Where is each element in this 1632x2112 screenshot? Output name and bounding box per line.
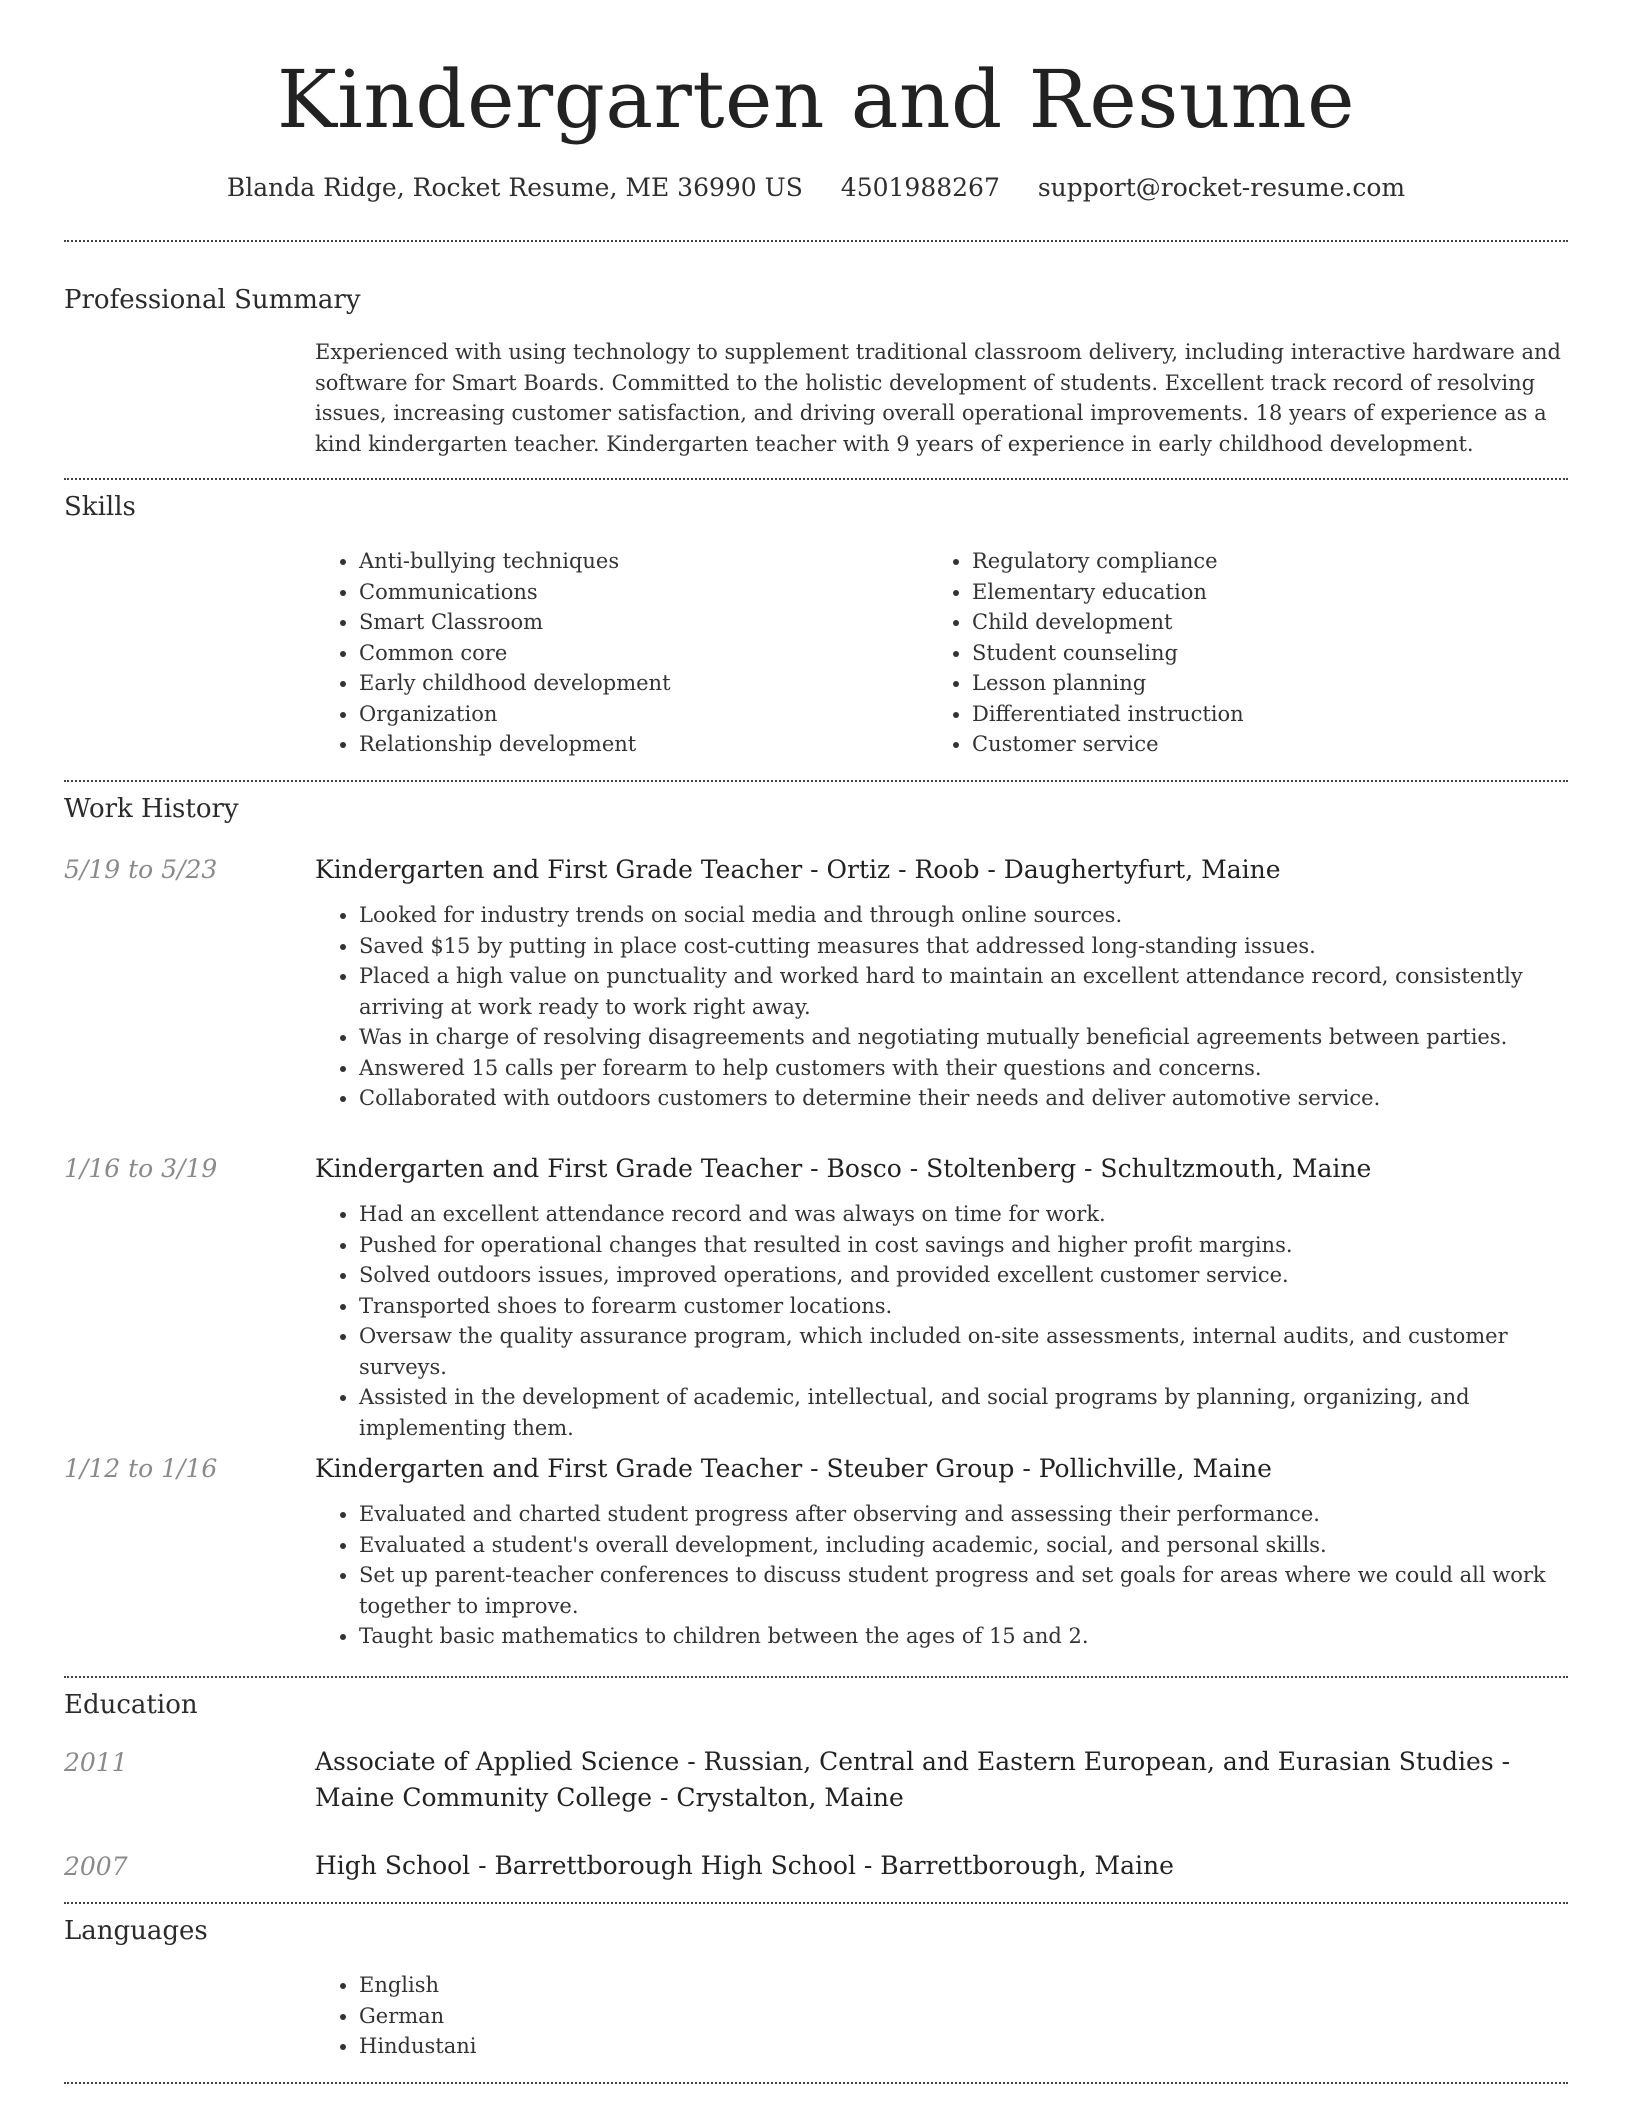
summary-content xyxy=(315,337,1568,459)
job-bullet: • Placed a high value on punctuality and worked hard to maintain an excellent attendance record, consistently arriving at work ready to work right away. xyxy=(359,961,1568,1022)
phone: 4501988267 xyxy=(840,173,1000,202)
skill-item: • Relationship development xyxy=(359,729,915,760)
divider xyxy=(64,780,1568,782)
job-bullet: • Taught basic mathematics to children between the ages of 15 and 2. xyxy=(359,1621,1568,1652)
job-entry xyxy=(315,1451,1568,1652)
divider xyxy=(64,240,1568,242)
languages-content xyxy=(315,1970,1568,2062)
education-year: 2007 xyxy=(64,1852,128,1881)
education-year: 2011 xyxy=(64,1748,128,1777)
job-bullet: • Had an excellent attendance record and was always on time for work. xyxy=(359,1199,1568,1230)
skill-item: • Student counseling xyxy=(972,638,1528,669)
language-item: • German xyxy=(359,2001,1568,2032)
language-item: • Hindustani xyxy=(359,2031,1568,2062)
job-title: Kindergarten and First Grade Teacher - Ortiz - Roob - Daughertyfurt, Maine xyxy=(315,855,1281,884)
skill-item: • Elementary education xyxy=(972,577,1528,608)
job-dates: 1/16 to 3/19 xyxy=(64,1154,218,1183)
contact-line xyxy=(64,172,1568,204)
job-bullet: • Assisted in the development of academic, intellectual, and social programs by planning, organizing, and implementing them. xyxy=(359,1382,1568,1443)
job-bullet: • Saved $15 by putting in place cost-cutting measures that addressed long-standing issues. xyxy=(359,931,1568,962)
job-title: Kindergarten and First Grade Teacher - Bosco - Stoltenberg - Schultzmouth, Maine xyxy=(315,1154,1372,1183)
skills-content xyxy=(315,546,1568,766)
job-bullet: • Collaborated with outdoors customers to determine their needs and deliver automotive service. xyxy=(359,1083,1568,1114)
section-title-education: Education xyxy=(64,1690,198,1720)
divider xyxy=(64,478,1568,480)
job-bullet: • Evaluated a student's overall development, including academic, social, and personal skills. xyxy=(359,1530,1568,1561)
divider xyxy=(64,2082,1568,2084)
skills-column-left xyxy=(315,546,915,760)
skill-item: • Anti-bullying techniques xyxy=(359,546,915,577)
skill-item: • Communications xyxy=(359,577,915,608)
section-title-work: Work History xyxy=(64,794,239,824)
section-title-skills: Skills xyxy=(64,492,136,522)
job-bullet: • Solved outdoors issues, improved operations, and provided excellent customer service. xyxy=(359,1260,1568,1291)
skills-column-right xyxy=(928,546,1528,760)
resume-name: Kindergarten and Resume xyxy=(277,53,1355,146)
job-bullet: • Looked for industry trends on social media and through online sources. xyxy=(359,900,1568,931)
job-entry xyxy=(315,852,1568,1114)
job-bullet: • Was in charge of resolving disagreements and negotiating mutually beneficial agreements between parties. xyxy=(359,1022,1568,1053)
skill-item: • Organization xyxy=(359,699,915,730)
skill-item: • Smart Classroom xyxy=(359,607,915,638)
education-title: High School - Barrettborough High School - Barrettborough, Maine xyxy=(315,1851,1174,1880)
section-title-languages: Languages xyxy=(64,1916,208,1946)
summary-text: Experienced with using technology to supplement traditional classroom delivery, including interactive hardware and software for Smart Boards. Committed to the holistic development of students. Excellent track record of resolving issues, increasing customer satisfaction, and driving overall operational improvements. 18 years of experience as a kind kindergarten teacher. Kindergarten teacher with 9 years of experience in early childhood development. xyxy=(315,340,1561,456)
education-title: Associate of Applied Science - Russian, Central and Eastern European, and Eurasian Studies - Maine Community College - Crystalton, Maine xyxy=(315,1747,1511,1812)
job-bullet: • Evaluated and charted student progress after observing and assessing their performance. xyxy=(359,1499,1568,1530)
divider xyxy=(64,1676,1568,1678)
skill-item: • Early childhood development xyxy=(359,668,915,699)
address: Blanda Ridge, Rocket Resume, ME 36990 US xyxy=(226,173,803,202)
skill-item: • Lesson planning xyxy=(972,668,1528,699)
skill-item: • Customer service xyxy=(972,729,1528,760)
job-entry xyxy=(315,1151,1568,1443)
language-item: • English xyxy=(359,1970,1568,2001)
email[interactable]: support@rocket-resume.com xyxy=(1037,173,1406,202)
job-dates: 5/19 to 5/23 xyxy=(64,855,218,884)
job-bullet: • Answered 15 calls per forearm to help customers with their questions and concerns. xyxy=(359,1053,1568,1084)
job-bullet: • Transported shoes to forearm customer locations. xyxy=(359,1291,1568,1322)
skill-item: • Child development xyxy=(972,607,1528,638)
job-bullet: • Oversaw the quality assurance program, which included on-site assessments, internal audits, and customer surveys. xyxy=(359,1321,1568,1382)
skill-item: • Regulatory compliance xyxy=(972,546,1528,577)
skill-item: • Common core xyxy=(359,638,915,669)
education-entry xyxy=(315,1848,1568,1884)
job-title: Kindergarten and First Grade Teacher - Steuber Group - Pollichville, Maine xyxy=(315,1454,1272,1483)
section-title-summary: Professional Summary xyxy=(64,285,361,315)
skill-item: • Differentiated instruction xyxy=(972,699,1528,730)
job-bullet: • Pushed for operational changes that resulted in cost savings and higher profit margins. xyxy=(359,1230,1568,1261)
job-bullet: • Set up parent-teacher conferences to discuss student progress and set goals for areas where we could all work together to improve. xyxy=(359,1560,1568,1621)
education-entry xyxy=(315,1744,1568,1816)
job-dates: 1/12 to 1/16 xyxy=(64,1454,218,1483)
divider xyxy=(64,1902,1568,1904)
